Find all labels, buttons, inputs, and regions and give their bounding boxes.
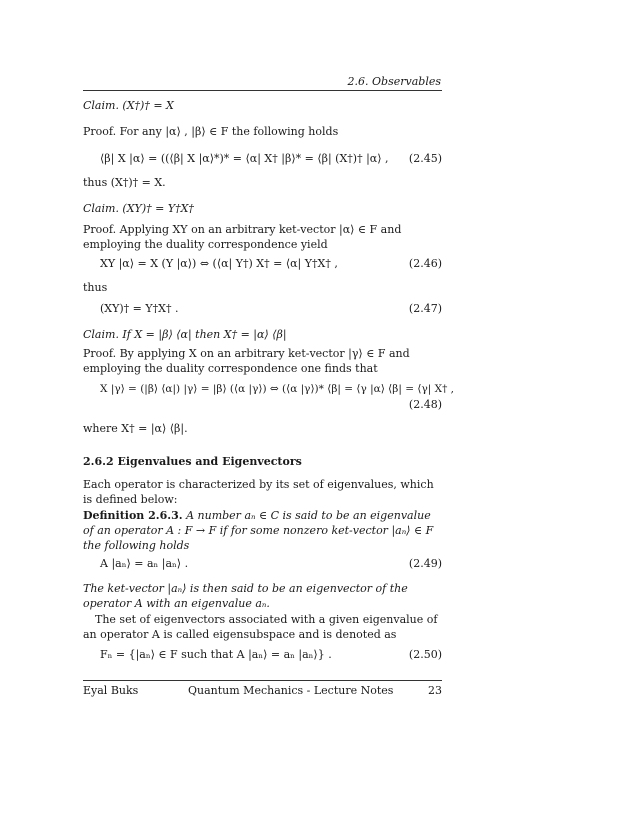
footer-page-number: 23 <box>428 684 442 697</box>
intro-paragraph: Each operator is characterized by its set of eigenvalues, which is defined below: <box>83 478 434 506</box>
definition-2-6-3 <box>83 508 442 553</box>
equation-2-49: A |aₙ⟩ = aₙ |aₙ⟩ . <box>100 557 189 570</box>
header-rule <box>83 90 442 91</box>
equation-2-50: Fₙ = {|aₙ⟩ ∈ F such that A |aₙ⟩ = aₙ |aₙ⟩} . <box>100 648 332 661</box>
claim-3: Claim. If X = |β⟩ ⟨α| then X† = |α⟩ ⟨β| <box>83 328 287 341</box>
equation-2-46: XY |α⟩ = X (Y |α⟩) ⇔ (⟨α| Y†) X† = ⟨α| Y†X† , <box>100 257 338 270</box>
equation-number-2-49: (2.49) <box>408 557 442 570</box>
proof-1: Proof. For any |α⟩ , |β⟩ ∈ F the following holds <box>83 125 339 138</box>
equation-number-2-45: (2.45) <box>408 152 442 165</box>
section-heading: 2.6.2 Eigenvalues and Eigenvectors <box>83 455 302 468</box>
equation-number-2-48: (2.48) <box>408 398 442 411</box>
thus-1: thus (X†)† = X. <box>83 176 166 189</box>
equation-number-2-50: (2.50) <box>408 648 442 661</box>
equation-2-47: (XY)† = Y†X† . <box>100 302 179 315</box>
equation-2-48: X |γ⟩ = (|β⟩ ⟨α|) |γ⟩ = |β⟩ (⟨α |γ⟩) ⇔ (⟨α |γ⟩)* ⟨β| = ⟨γ |α⟩ ⟨β| = ⟨γ| X† , <box>100 383 455 395</box>
thus-2: thus <box>83 281 108 294</box>
proof-3: Proof. By applying X on an arbitrary ket-vector |γ⟩ ∈ F and employing the duality correspondence one finds that <box>83 347 410 375</box>
footer-title: Quantum Mechanics - Lecture Notes <box>188 684 394 697</box>
equation-number-2-46: (2.46) <box>408 257 442 270</box>
footer-rule <box>83 680 442 681</box>
definition-text: A number aₙ ∈ C is said to be an eigenvalue of an operator A : F → F if for some nonzero ket-vector |aₙ⟩ ∈ F the following holds <box>83 509 434 552</box>
running-header: 2.6. Observables <box>347 75 441 88</box>
claim-2: Claim. (XY)† = Y†X† <box>83 202 194 215</box>
equation-number-2-47: (2.47) <box>408 302 442 315</box>
definition-label: Definition 2.6.3. <box>83 509 183 522</box>
definition-continuation: The ket-vector |aₙ⟩ is then said to be an eigenvector of the operator A with an eigenvalue aₙ. <box>83 582 408 610</box>
where-line: where X† = |α⟩ ⟨β|. <box>83 422 188 435</box>
footer-author: Eyal Buks <box>83 684 139 697</box>
equation-2-45: ⟨β| X |α⟩ = ((⟨β| X |α⟩*)* = ⟨α| X† |β⟩* = ⟨β| (X†)† |α⟩ , <box>100 152 389 165</box>
claim-1: Claim. (X†)† = X <box>83 99 174 112</box>
eigensubspace-paragraph: The set of eigenvectors associated with a given eigenvalue of an operator A is called eigensubspace and is denoted as <box>83 613 438 641</box>
proof-2: Proof. Applying XY on an arbitrary ket-vector |α⟩ ∈ F and employing the duality correspondence yield <box>83 223 402 251</box>
